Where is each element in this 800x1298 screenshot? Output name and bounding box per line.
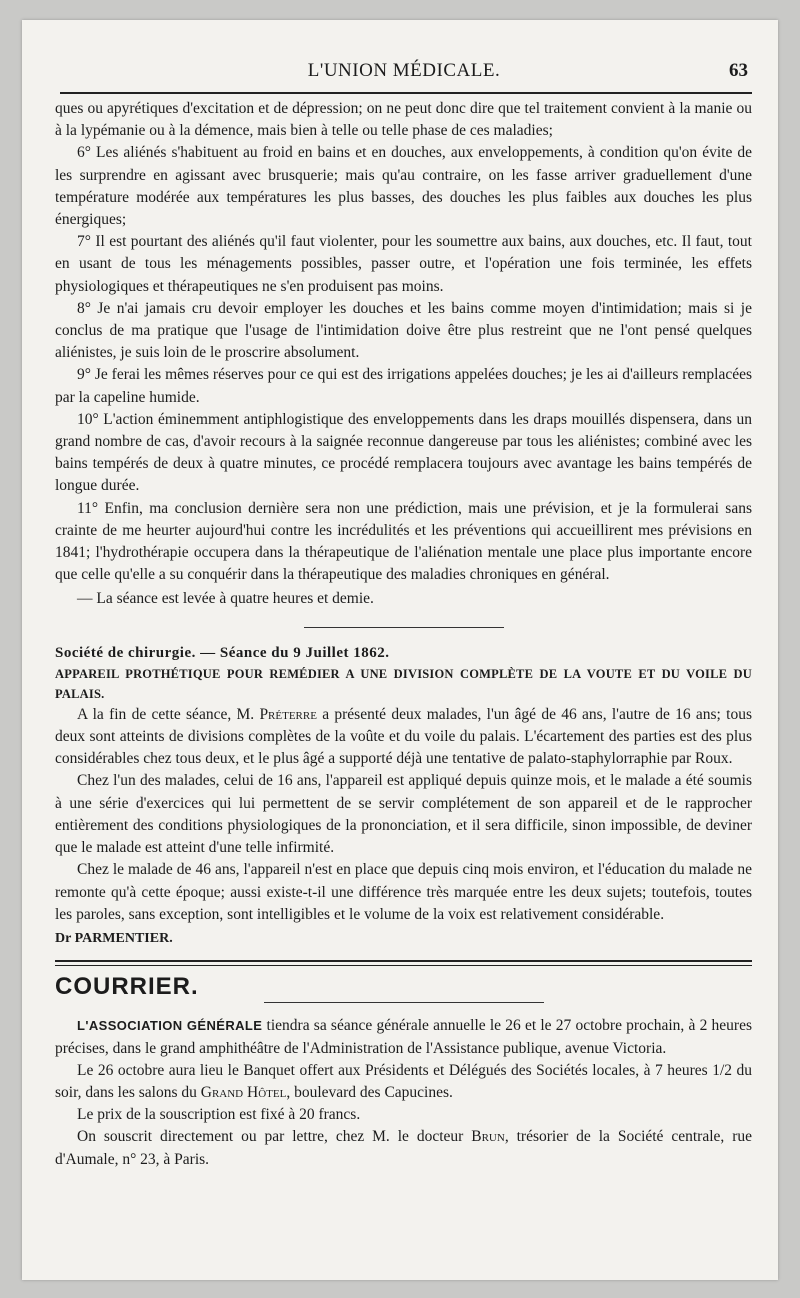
- courrier-paragraph-1: [55, 1015, 752, 1059]
- paragraph-11: 11° Enfin, ma conclusion dernière sera non une prédiction, mais une prévision, et je la formulerai sans crainte de me heurter aujourd'hui contre les incrédulités et les préventions qui accueillirent mes prévisions en 1841; l'hydrothérapie occupera dans la thérapeutique de l'aliénation mentale une place plus importante encore que celle qu'elle a su conquérir dans la thérapeutique des maladies chroniques en général.: [55, 499, 752, 584]
- text-run: On souscrit directement ou par lettre, chez M. le docteur: [77, 1128, 472, 1146]
- closing-line: — La séance est levée à quatre heures et demie.: [77, 590, 374, 608]
- journal-title: L'UNION MÉDICALE.: [307, 60, 501, 81]
- courrier-paragraph-2: [55, 1060, 752, 1104]
- courrier-title: COURRIER.: [55, 973, 199, 1001]
- text-run: A la fin de cette séance, M.: [77, 705, 260, 723]
- section-subtitle: APPAREIL PROTHÉTIQUE POUR REMÉDIER A UNE DIVISION COMPLÈTE DE LA VOUTE ET DU VOILE DU PALAIS.: [55, 666, 752, 701]
- text-run: a présenté deux malades, l'un âgé de 46 ans, l'autre de 16 ans; tous deux sont atteints de divisions complètes de la voûte et du voile du palais. L'écartement des parties est des plus considérables chez tous deux, et le plus âgé a supporté déjà une tentative de palato-staphylorraphie par Roux.: [55, 705, 752, 768]
- text-run: tiendra sa séance générale annuelle le 26 et le 27 octobre prochain, à 2 heures précises, dans le grand amphithéâtre de l'Administration de l'Assistance publique, avenue Victoria.: [55, 1017, 752, 1057]
- section-divider: [304, 627, 504, 628]
- text-run: , trésorier de la Société centrale, rue d'Aumale, n° 23, à Paris.: [55, 1128, 752, 1168]
- journal-page: [22, 20, 778, 1280]
- paragraph-10: 10° L'action éminemment antiphlogistique des enveloppements dans les draps mouillés dispensera, dans un grand nombre de cas, d'avoir recours à la saignée reconnue dangereuse par tous les aliénistes; combiné avec les bains tempérés de deux à quatre minutes, ce procédé remplacera toujours avec avantage les bains tempérés de longue durée.: [55, 410, 752, 495]
- courrier-paragraph-3: Le prix de la souscription est fixé à 20 francs.: [77, 1106, 361, 1124]
- page-header: [60, 60, 748, 88]
- chirurgie-paragraph-2: Chez l'un des malades, celui de 16 ans, l'appareil est appliqué depuis quinze mois, et le malade a été soumis à une série d'exercices qui lui permettent de se servir complétement de son appareil et de le rapprocher entièrement des conditions physiologiques de la prononciation, et il sera difficile, sinon impossible, de deviner que le malade est atteint d'une telle infirmité.: [55, 772, 752, 857]
- paragraph-continuation: ques ou apyrétiques d'excitation et de dépression; on ne peut donc dire que tel traitement convient à la manie ou à la lypémanie ou à la démence, mais bien à telle ou telle phase de ces maladies;: [55, 100, 752, 140]
- paragraph-9: 9° Je ferai les mêmes réserves pour ce qui est des irrigations appelées douches; je les ai d'ailleurs remplacées par la capeline humide.: [55, 366, 752, 406]
- section-title-chirurgie: Société de chirurgie. — Séance du 9 Juillet 1862.: [55, 644, 390, 661]
- paragraph-7: 7° Il est pourtant des aliénés qu'il faut violenter, pour les soumettre aux bains, aux douches, etc. Il faut, tout en usant de tous les ménagements possibles, passer outre, et l'opération une fois terminée, les effets physiologiques et thérapeutiques ne s'en produisent pas moins.: [55, 233, 752, 295]
- chirurgie-paragraph-3: Chez le malade de 46 ans, l'appareil n'est en place que depuis cinq mois environ, et l'éducation du malade ne remonte qu'à cette époque; aussi existe-t-il une différence très marquée entre les deux sujets; toutefois, toutes les paroles, sans exception, sont intelligibles et le volume de la voix est relativement considérable.: [55, 861, 752, 923]
- author-name: Préterre: [259, 705, 317, 723]
- double-divider: [55, 960, 752, 966]
- text-run: Le 26 octobre aura lieu le Banquet offert aux Présidents et Délégués des Sociétés locales, à 7 heures 1/2 du soir, dans les salons du: [55, 1061, 752, 1101]
- hotel-name: Grand Hôtel: [200, 1083, 287, 1101]
- text-run: , boulevard des Capucines.: [286, 1083, 453, 1101]
- article-body: [55, 98, 752, 1171]
- page-number: 63: [729, 60, 748, 81]
- header-rule: [60, 92, 752, 94]
- organization-name: L'ASSOCIATION GÉNÉRALE: [77, 1018, 263, 1034]
- treasurer-name: Brun: [471, 1128, 505, 1146]
- paragraph-8: 8° Je n'ai jamais cru devoir employer les douches et les bains comme moyen d'intimidation; mais si je conclus de ma pratique que l'usage de l'intimidation doive être plus restreint que ne l'ont pensé quelques aliénistes, je suis loin de le proscrire absolument.: [55, 299, 752, 362]
- paragraph-6: 6° Les aliénés s'habituent au froid en bains et en douches, aux enveloppements, à condition qu'on évite de les surprendre en agissant avec brusquerie; mais qu'au contraire, on les fasse arriver graduellement d'une température modérée aux températures les plus basses, des douches les plus faibles aux douches les plus énergiques;: [55, 144, 752, 229]
- courrier-underline: [264, 1002, 544, 1003]
- chirurgie-paragraph-1: [55, 704, 752, 771]
- signature: Dr PARMENTIER.: [55, 930, 173, 946]
- courrier-paragraph-4: [55, 1126, 752, 1170]
